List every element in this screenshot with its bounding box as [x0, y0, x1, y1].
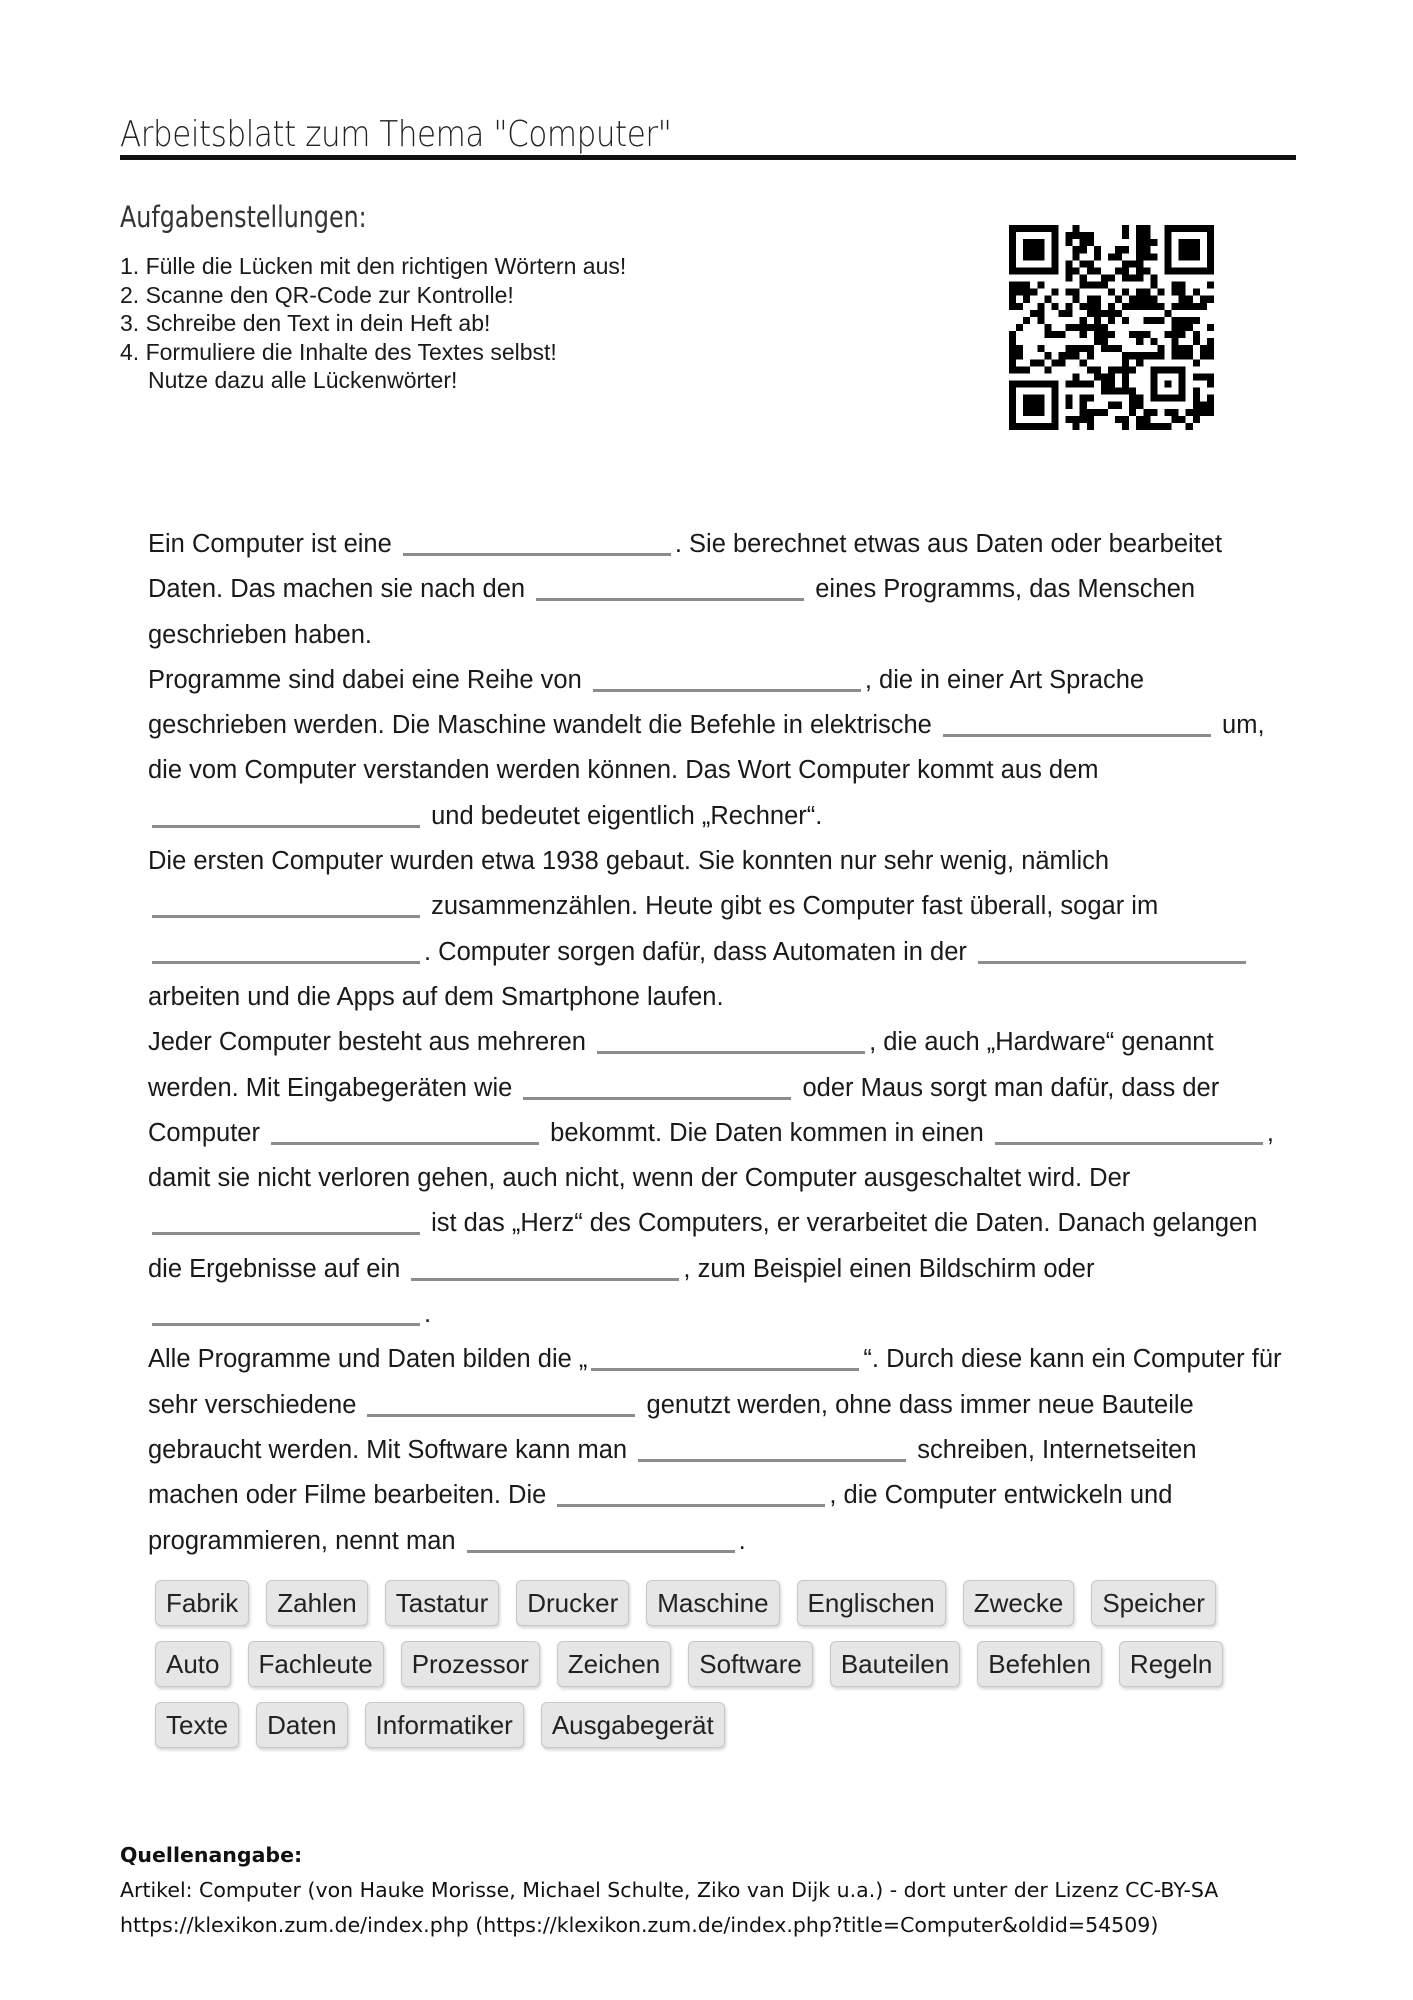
text-fragment: eines Programms, das Menschen geschrieben haben.	[148, 575, 1196, 649]
blank-field[interactable]	[152, 1301, 420, 1326]
word-chip[interactable]: Fachleute	[248, 1641, 384, 1687]
text-fragment: Programme sind dabei eine Reihe von	[148, 665, 589, 694]
blank-field[interactable]	[557, 1482, 825, 1507]
word-bank	[155, 1580, 1295, 1763]
word-bank-row	[155, 1580, 1295, 1626]
task-item: Nutze dazu alle Lückenwörter!	[148, 367, 458, 393]
word-chip[interactable]: Zahlen	[266, 1580, 368, 1626]
text-fragment: . Sie berechnet etwas aus Daten oder bearbeitet Daten. Das machen sie nach den	[148, 530, 1223, 604]
blank-field[interactable]	[403, 531, 671, 556]
blank-field[interactable]	[152, 803, 420, 828]
text-fragment: schreiben, Internetseiten machen oder Filme bearbeiten. Die	[148, 1435, 1197, 1510]
cloze-text	[148, 522, 1288, 1564]
blank-field[interactable]	[943, 712, 1211, 737]
page-title: Arbeitsblatt zum Thema "Computer"	[120, 114, 672, 155]
word-chip[interactable]: Auto	[155, 1641, 231, 1687]
word-chip[interactable]: Zeichen	[557, 1641, 672, 1687]
task-item: 1. Fülle die Lücken mit den richtigen Wörtern aus!	[120, 253, 627, 279]
text-fragment: Ein Computer ist eine	[148, 530, 399, 558]
text-fragment: genutzt werden, ohne dass immer neue Bauteile gebraucht werden. Mit Software kann man	[148, 1390, 1194, 1464]
text-fragment: , die auch „Hardware“ genannt werden. Mit Eingabegeräten wie	[148, 1028, 1214, 1102]
blank-field[interactable]	[536, 576, 804, 601]
tasks-heading: Aufgabenstellungen:	[120, 200, 367, 234]
qr-code-icon	[1009, 225, 1214, 430]
cloze-paragraph	[148, 1337, 1288, 1563]
text-fragment: , die Computer entwickeln und programmieren, nennt man	[148, 1481, 1173, 1555]
blank-field[interactable]	[638, 1437, 906, 1462]
cloze-paragraph	[148, 522, 1288, 658]
word-chip[interactable]: Prozessor	[401, 1641, 540, 1687]
word-chip[interactable]: Informatiker	[365, 1702, 524, 1748]
text-fragment: .	[738, 1526, 746, 1555]
word-chip[interactable]: Ausgabegerät	[541, 1702, 725, 1748]
word-chip[interactable]: Drucker	[516, 1580, 629, 1626]
blank-field[interactable]	[591, 1346, 859, 1371]
cloze-paragraph	[148, 658, 1288, 839]
task-item: 4. Formuliere die Inhalte des Textes selbst!	[120, 338, 557, 365]
word-chip[interactable]: Speicher	[1091, 1580, 1216, 1626]
blank-field[interactable]	[271, 1120, 539, 1145]
text-fragment: Jeder Computer besteht aus mehreren	[148, 1028, 594, 1057]
word-chip[interactable]: Software	[688, 1641, 813, 1687]
task-list	[120, 252, 626, 395]
blank-field[interactable]	[995, 1120, 1263, 1145]
blank-field[interactable]	[523, 1075, 791, 1100]
text-fragment: arbeiten und die Apps auf dem Smartphone laufen.	[148, 982, 724, 1011]
text-fragment: und bedeutet eigentlich „Rechner“.	[424, 801, 823, 830]
sources-heading: Quellenangabe:	[120, 1843, 303, 1867]
text-fragment: “. Durch diese kann ein Computer für sehr verschiedene	[148, 1345, 1282, 1419]
blank-field[interactable]	[467, 1528, 735, 1553]
word-chip[interactable]: Maschine	[646, 1580, 779, 1626]
blank-field[interactable]	[367, 1392, 635, 1417]
blank-field[interactable]	[597, 1029, 865, 1054]
word-chip[interactable]: Daten	[256, 1702, 347, 1748]
word-chip[interactable]: Bauteilen	[830, 1641, 960, 1687]
blank-field[interactable]	[152, 939, 420, 964]
cloze-paragraph	[148, 1020, 1288, 1337]
text-fragment: um, die vom Computer verstanden werden können. Das Wort Computer kommt aus dem	[148, 711, 1265, 785]
word-chip[interactable]: Regeln	[1119, 1641, 1223, 1687]
text-fragment: Die ersten Computer wurden etwa 1938 gebaut. Sie konnten nur sehr wenig, nämlich	[148, 847, 1110, 876]
word-chip[interactable]: Texte	[155, 1702, 239, 1748]
word-chip[interactable]: Zwecke	[963, 1580, 1075, 1626]
sources-line: https://klexikon.zum.de/index.php (https://klexikon.zum.de/index.php?title=Computer&oldid=54509)	[120, 1913, 1159, 1937]
text-fragment: , die in einer Art Sprache geschrieben werden. Die Maschine wandelt die Befehle in elektrische	[148, 665, 1145, 740]
sources-line: Artikel: Computer (von Hauke Morisse, Michael Schulte, Ziko van Dijk u.a.) - dort unter der Lizenz CC-BY-SA	[120, 1878, 1219, 1902]
task-item: 3. Schreibe den Text in dein Heft ab!	[120, 310, 491, 336]
blank-field[interactable]	[593, 667, 861, 692]
text-fragment: . Computer sorgen dafür, dass Automaten in der	[424, 937, 974, 966]
text-fragment: ist das „Herz“ des Computers, er verarbeitet die Daten. Danach gelangen die Ergebnisse auf ein	[148, 1209, 1258, 1283]
cloze-paragraph	[148, 839, 1288, 1020]
sources-block	[120, 1838, 1218, 1943]
text-fragment: , zum Beispiel einen Bildschirm oder	[683, 1254, 1095, 1283]
text-fragment: .	[424, 1300, 432, 1329]
blank-field[interactable]	[152, 1210, 420, 1235]
word-chip[interactable]: Befehlen	[977, 1641, 1102, 1687]
text-fragment: Alle Programme und Daten bilden die „	[148, 1345, 588, 1374]
word-chip[interactable]: Tastatur	[385, 1580, 500, 1626]
blank-field[interactable]	[152, 893, 420, 918]
word-chip[interactable]: Englischen	[797, 1580, 946, 1626]
text-fragment: zusammenzählen. Heute gibt es Computer fast überall, sogar im	[424, 892, 1159, 921]
word-chip[interactable]: Fabrik	[155, 1580, 249, 1626]
blank-field[interactable]	[411, 1256, 679, 1281]
text-fragment: oder Maus sorgt man dafür, dass der Computer	[148, 1073, 1220, 1147]
title-divider	[120, 155, 1296, 160]
text-fragment: bekommt. Die Daten kommen in einen	[543, 1118, 991, 1147]
text-fragment: , damit sie nicht verloren gehen, auch nicht, wenn der Computer ausgeschaltet wird. Der	[148, 1118, 1275, 1193]
task-item: 2. Scanne den QR-Code zur Kontrolle!	[120, 281, 514, 308]
word-bank-row	[155, 1702, 1295, 1748]
word-bank-row	[155, 1641, 1295, 1687]
blank-field[interactable]	[978, 939, 1246, 964]
